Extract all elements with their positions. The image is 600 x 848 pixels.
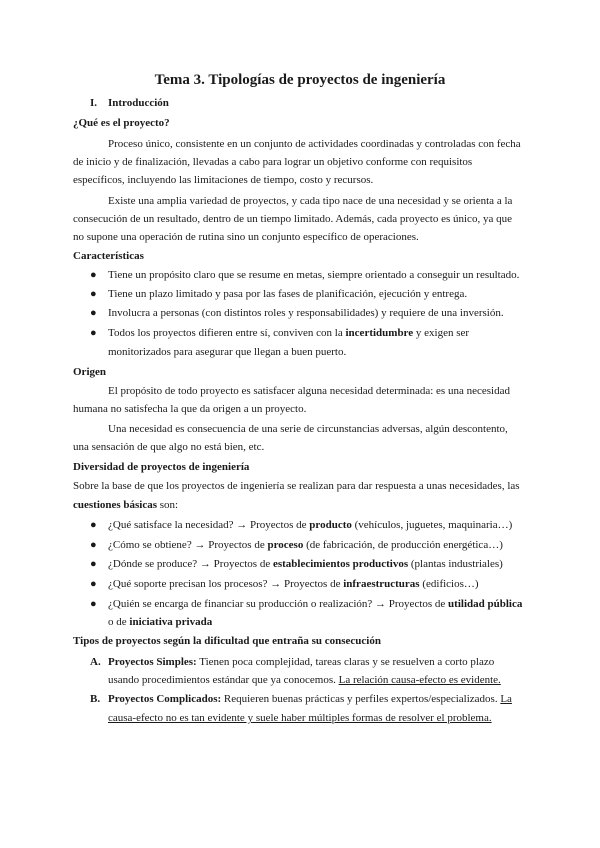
section-heading-diversidad: Diversidad de proyectos de ingeniería <box>73 461 250 473</box>
list-item: Involucra a personas (con distintos roles y responsabilidades) y requiere de una inversión. <box>108 307 504 319</box>
page-title: Tema 3. Tipologías de proyectos de ingeniería <box>154 72 446 88</box>
list-item-continuation: o de iniciativa privada <box>108 616 213 628</box>
paragraph-line: consecución de un resultado, dentro de un tiempo limitado. Además, cada proyecto es único, ya que <box>73 213 512 225</box>
paragraph-line: de inicio y de finalización, llevadas a cabo para lograr un objetivo conforme con requisitos <box>73 156 473 168</box>
list-item: Tiene un plazo limitado y pasa por las fases de planificación, ejecución y entrega. <box>108 288 468 300</box>
list-letter: B. <box>90 693 101 705</box>
bullet-icon: ● <box>90 539 97 551</box>
list-letter: A. <box>90 656 101 668</box>
paragraph-line: El propósito de todo proyecto es satisfacer alguna necesidad determinada: es una necesidad <box>108 385 510 397</box>
bullet-icon: ● <box>90 288 97 300</box>
section-number: I. <box>90 97 98 109</box>
bullet-icon: ● <box>90 558 97 570</box>
paragraph-line: humana no satisfecha la que da origen a un proyecto. <box>73 403 307 415</box>
bullet-icon: ● <box>90 578 97 590</box>
bullet-icon: ● <box>90 307 97 319</box>
bullet-icon: ● <box>90 269 97 281</box>
list-item-continuation: usando procedimientos estándar que ya conocemos. La relación causa-efecto es evidente. <box>108 674 501 686</box>
list-item: Proyectos Simples: Tienen poca complejidad, tareas claras y se resuelven a corto plazo <box>108 656 495 668</box>
list-item-continuation: monitorizados para asegurar que llegan a buen puerto. <box>108 346 347 358</box>
paragraph-line: Una necesidad es consecuencia de una serie de circunstancias adversas, algún descontento, <box>108 423 508 435</box>
list-item-continuation: causa-efecto no es tan evidente y suele haber múltiples formas de resolver el problema. <box>108 712 492 724</box>
bullet-icon: ● <box>90 327 97 339</box>
bullet-icon: ● <box>90 598 97 610</box>
paragraph-line: Existe una amplia variedad de proyectos, y cada tipo nace de una necesidad y se orienta a la <box>108 195 513 207</box>
list-item: Proyectos Complicados: Requieren buenas prácticas y perfiles expertos/especializados. La <box>108 693 512 705</box>
section-heading-origen: Origen <box>73 366 106 378</box>
list-item: Todos los proyectos difieren entre sí, conviven con la incertidumbre y exigen ser <box>108 327 470 339</box>
paragraph-line: una sensación de que algo no está bien, etc. <box>73 441 265 453</box>
paragraph-line: no supone una operación de rutina sino un conjunto específico de operaciones. <box>73 231 419 243</box>
list-item: ¿Qué satisface la necesidad? → Proyectos de producto (vehículos, juguetes, maquinaria…) <box>108 519 513 531</box>
paragraph-line: cuestiones básicas son: <box>73 499 179 511</box>
paragraph-line: Proceso único, consistente en un conjunto de actividades coordinadas y controladas con fecha <box>108 138 521 150</box>
list-item: ¿Quién se encarga de financiar su producción o realización? → Proyectos de utilidad pública <box>108 598 523 610</box>
list-item: ¿Cómo se obtiene? → Proyectos de proceso (de fabricación, de producción energética…) <box>108 539 503 551</box>
list-item: Tiene un propósito claro que se resume en metas, siempre orientado a conseguir un resultado. <box>108 269 520 281</box>
section-heading-caracteristicas: Características <box>73 250 144 262</box>
question-heading: ¿Qué es el proyecto? <box>73 117 170 129</box>
list-item: ¿Dónde se produce? → Proyectos de establecimientos productivos (plantas industriales) <box>108 558 503 570</box>
list-item: ¿Qué soporte precisan los procesos? → Proyectos de infraestructuras (edificios…) <box>108 578 479 590</box>
paragraph-line: específicos, incluyendo las limitaciones de tiempo, costo y recursos. <box>73 174 374 186</box>
section-heading-tipos: Tipos de proyectos según la dificultad que entraña su consecución <box>73 635 381 647</box>
paragraph-line: Sobre la base de que los proyectos de ingeniería se realizan para dar respuesta a unas necesidades, las <box>73 480 520 492</box>
section-heading-introduccion: Introducción <box>108 97 169 109</box>
bullet-icon: ● <box>90 519 97 531</box>
